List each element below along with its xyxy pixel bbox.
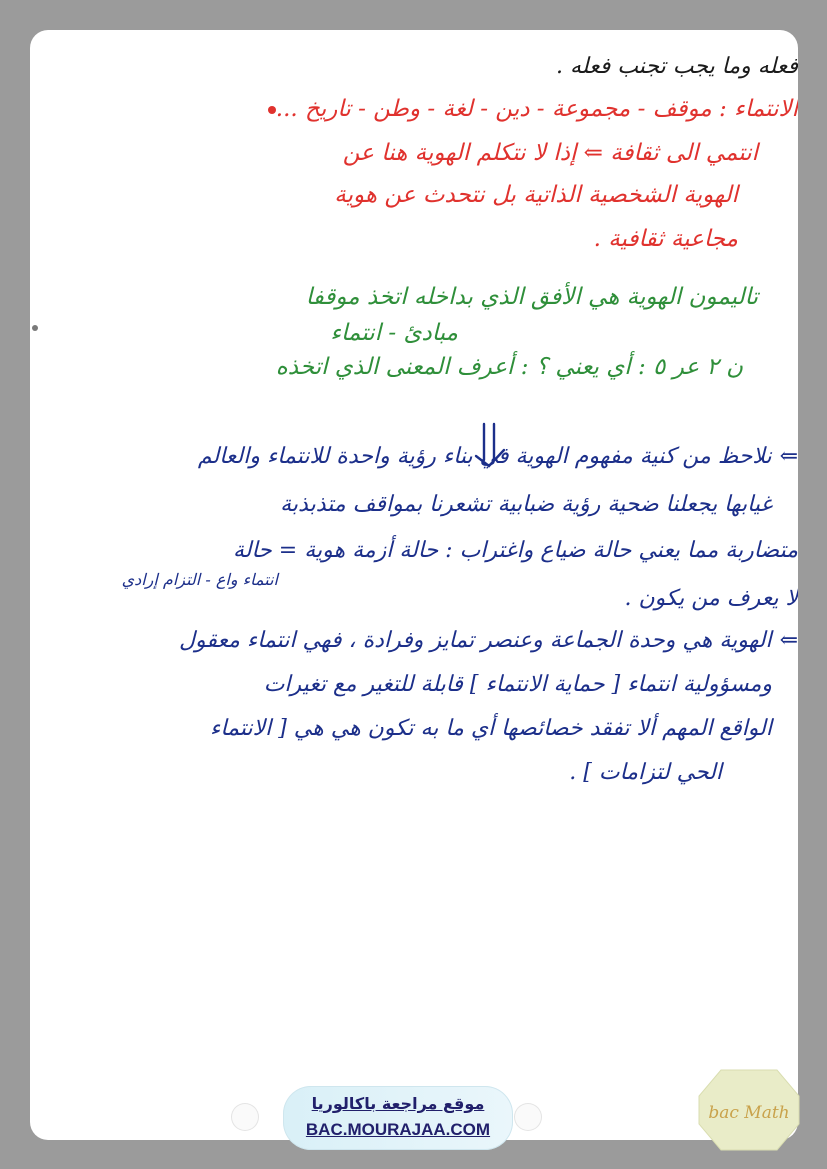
blue-line-8-text: الحي لتزامات ] . [569,760,722,785]
blue-line-2 [30,492,772,517]
blue-line-1-text: نلاحظ من كنية مفهوم الهوية في بناء رؤية واحدة للانتماء والعالم [197,444,772,469]
line-5-text: مجاعية ثقافية . [593,226,738,252]
blue-line-3-text: متضاربة مما يعني حالة ضياع واغتراب : حالة أزمة هوية = حالة [232,538,798,563]
line-3-text: انتمي الى ثقافة ⇐ إذا لا نتكلم الهوية هنا عن [342,140,758,166]
site-logo-left-icon [232,1104,258,1130]
blue-line-1 [38,444,798,469]
blue-line-8 [30,760,722,785]
notebook-page [30,30,798,1140]
line-7-text: مبادئ - انتماء [330,320,458,346]
blue-line-6 [30,672,772,697]
blue-line-6-text: ومسؤولية انتماء [ حماية الانتماء ] قابلة للتغير مع تغيرات [263,672,772,697]
bullet-icon [268,106,276,114]
blue-line-7-text: الواقع المهم ألا تفقد خصائصها أي ما به تكون هي هي [ الانتماء [210,716,772,741]
line-1 [38,54,798,79]
implies-arrow-icon-2: ⇐ [779,628,798,653]
site-url[interactable]: BAC.MOURAJAA.COM [305,1120,491,1139]
blue-line-2-text: غيابها يجعلنا ضحية رؤية ضبابية تشعرنا بمواقف متذبذبة [280,492,772,517]
site-badge[interactable] [283,1086,513,1150]
blue-line-4 [38,586,798,611]
blue-line-5-text: الهوية هي وحدة الجماعة وعنصر تمايز وفرادة ، فهي انتماء معقول [179,628,772,653]
line-6 [30,284,758,310]
blue-line-5 [38,628,798,653]
site-name-arabic[interactable]: موقع مراجعة باكالوريا [311,1094,485,1113]
line-4 [30,182,738,208]
bac-math-logo-text: bac Math [708,1103,790,1123]
blue-line-7 [30,716,772,741]
line-7 [30,320,458,346]
line-8 [30,354,743,380]
line-2-text: الانتماء : موقف - مجموعة - دين - لغة - وطن - تاريخ ... [275,96,798,122]
blue-note-text: انتماء واع - التزام إرادي [121,570,278,589]
margin-dot [32,325,38,331]
blue-line-4-text: لا يعرف من يكون . [624,586,798,611]
line-6-text: تاليمون الهوية هي الأفق الذي بداخله اتخذ موقفا [305,284,758,310]
line-2 [38,96,798,122]
blue-line-3 [38,538,798,563]
line-4-text: الهوية الشخصية الذاتية بل نتحدث عن هوية [334,182,738,208]
line-1-text: فعله وما يجب تجنب فعله . [556,54,798,79]
bac-math-logo [697,1068,801,1152]
site-logo-right-icon [515,1104,541,1130]
line-5 [30,226,738,252]
line-8-text: ن ٢ عر ٥ : أي يعني ؟ : أعرف المعنى الذي اتخذه [275,354,743,380]
implies-arrow-icon: ⇐ [779,444,798,469]
line-3 [30,140,758,166]
